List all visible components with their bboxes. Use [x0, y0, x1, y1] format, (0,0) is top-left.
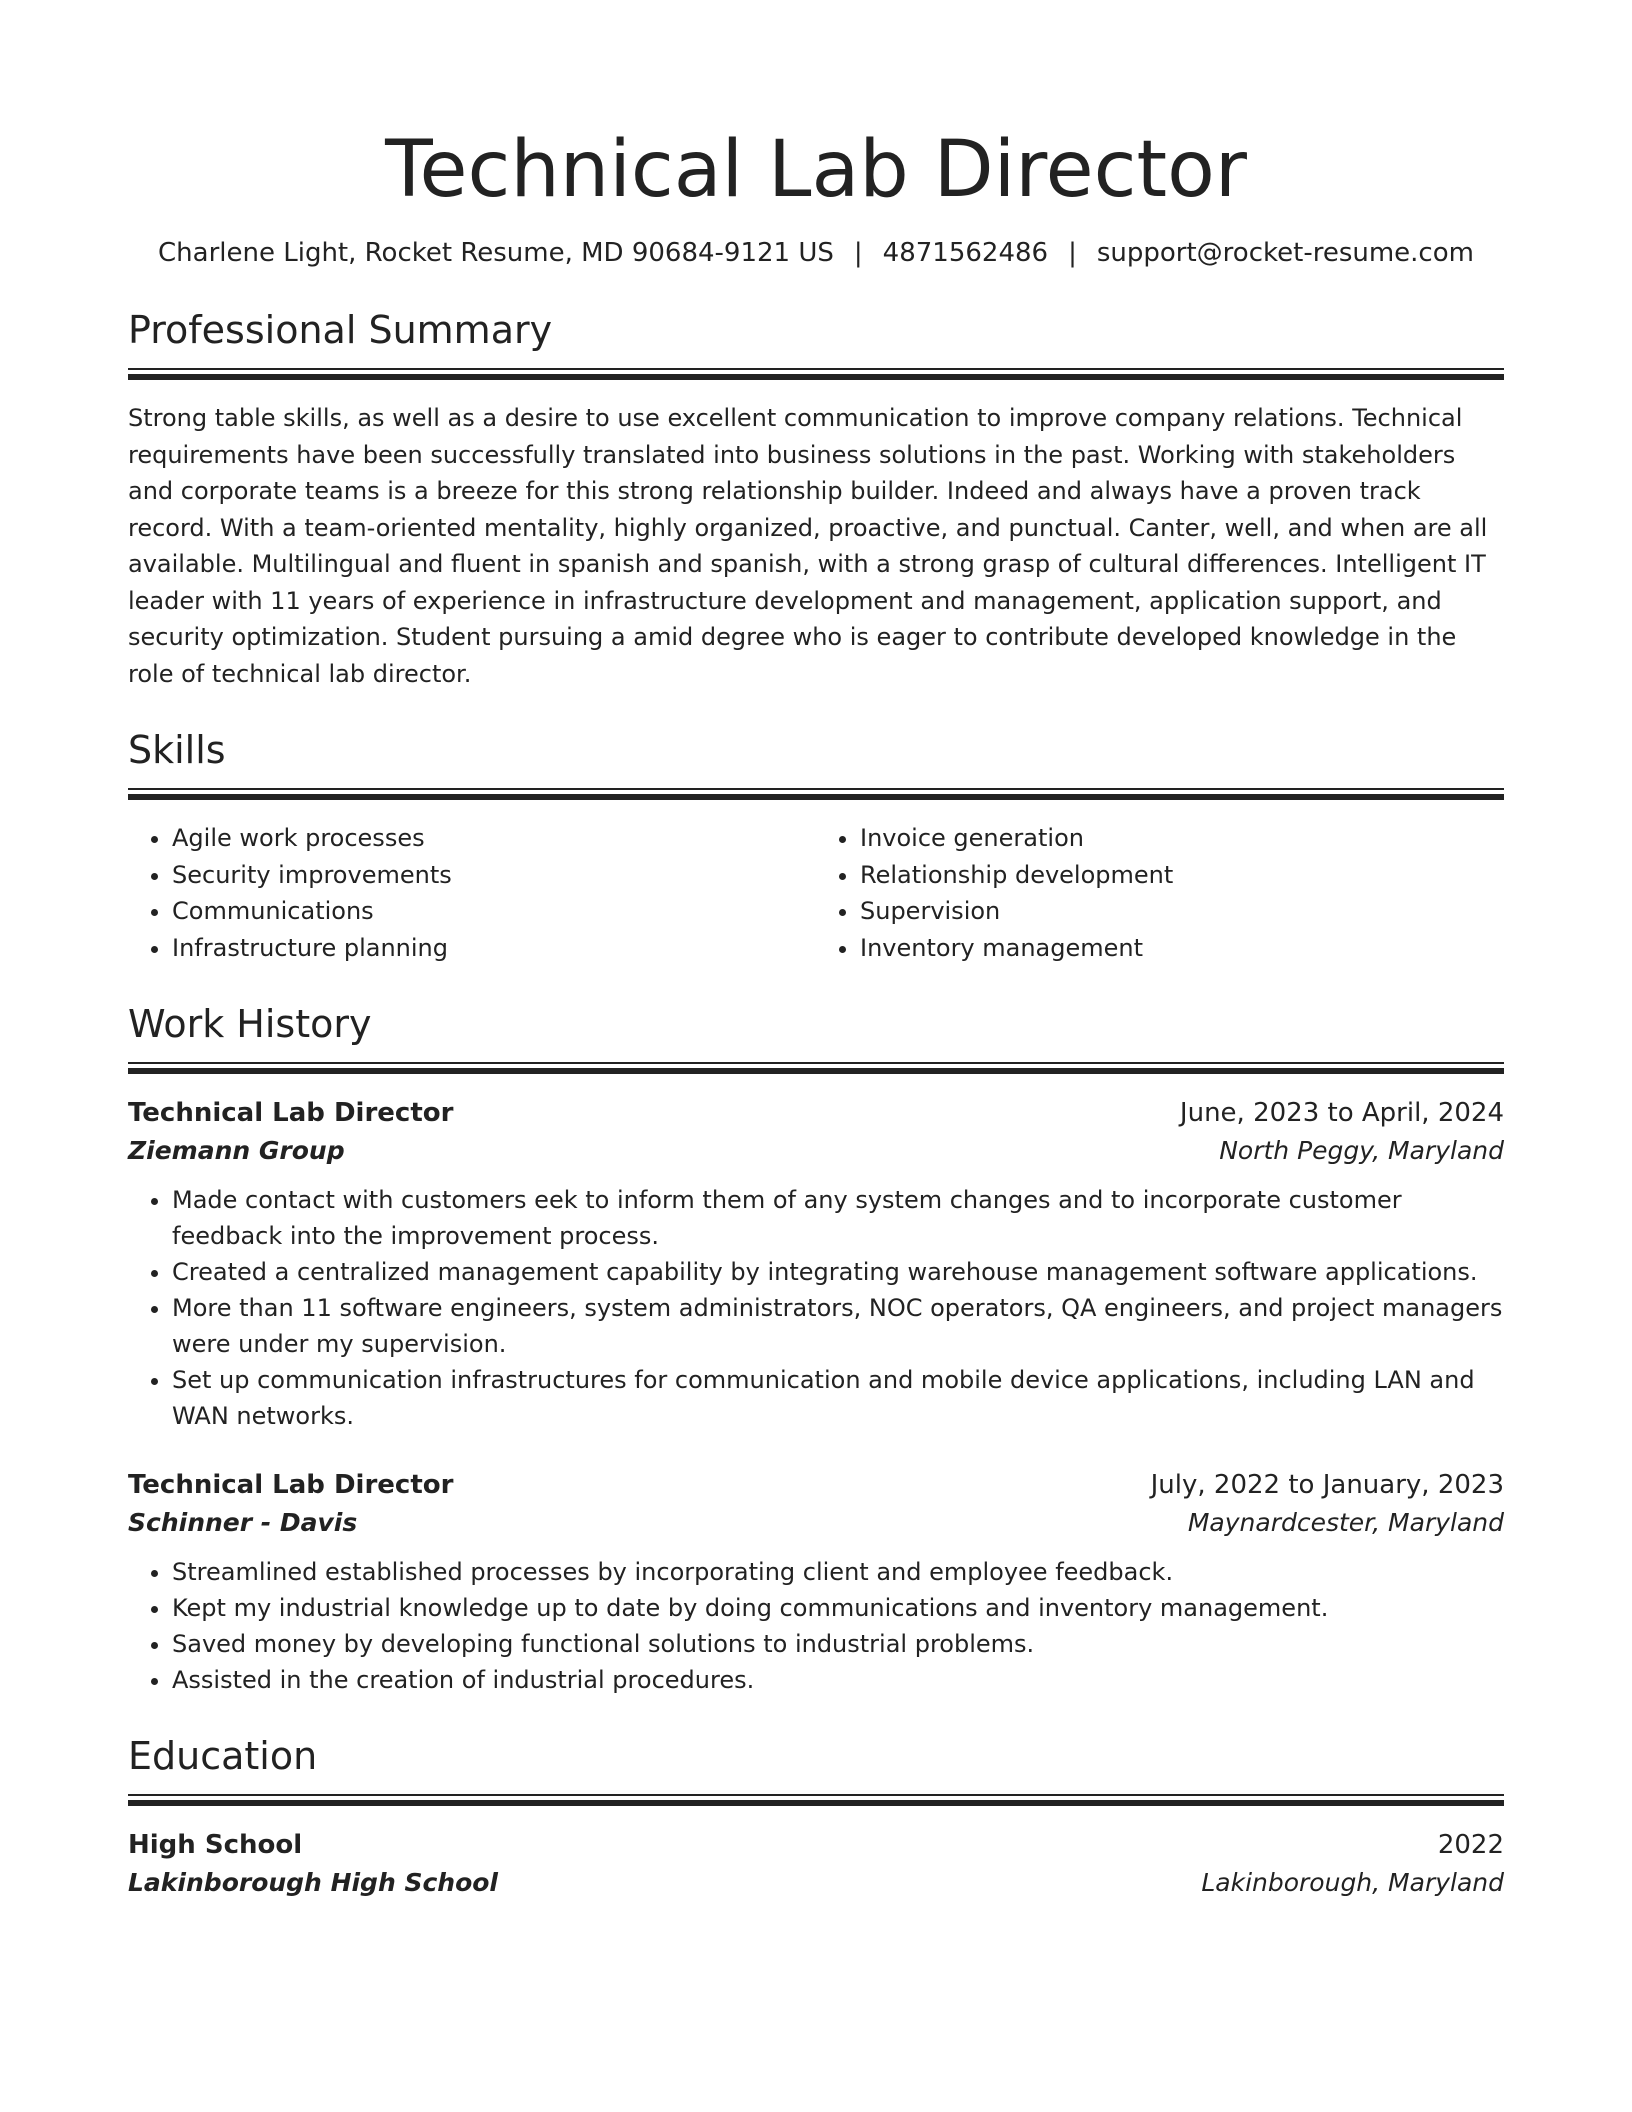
section-heading-summary: Professional Summary	[128, 308, 553, 352]
duty-item: • More than 11 software engineers, system administrators, NOC operators, QA engineers, and project managers were under my supervision.	[172, 1290, 1504, 1362]
duty-item: • Made contact with customers eek to inform them of any system changes and to incorporate customer feedback into the improvement process.	[172, 1182, 1504, 1254]
skills-section	[128, 726, 1504, 966]
job-dates: July, 2022 to January, 2023	[1150, 1470, 1504, 1500]
section-divider	[128, 368, 1504, 382]
job-title: Technical Lab Director	[128, 1098, 454, 1128]
job-company-row	[128, 1504, 1504, 1542]
education-section	[128, 1732, 1504, 1902]
job-header-row	[128, 1094, 1504, 1132]
job-entry	[128, 1094, 1504, 1434]
job-entry	[128, 1466, 1504, 1698]
duty-item: • Saved money by developing functional solutions to industrial problems.	[172, 1626, 1504, 1662]
summary-text: Strong table skills, as well as a desire to use excellent communication to improve company relations. Technical requirements have been successfully translated into business solutions in the past. Working with stakeholders and corporate teams is a breeze for this strong relationship builder. Indeed and always have a proven track record. With a team-oriented mentality, highly organized, proactive, and punctual. Canter, well, and when are all available. Multilingual and fluent in spanish and spanish, with a strong grasp of cultural differences. Intelligent IT leader with 11 years of experience in infrastructure development and management, application support, and security optimization. Student pursuing a amid degree who is eager to contribute developed knowledge in the role of technical lab director.	[128, 404, 1488, 688]
education-school: Lakinborough High School	[128, 1868, 498, 1897]
contact-address: Charlene Light, Rocket Resume, MD 90684-9121 US	[158, 238, 834, 268]
section-heading-skills: Skills	[128, 728, 226, 772]
resume-title: Technical Lab Director	[385, 125, 1247, 215]
education-entry	[128, 1826, 1504, 1902]
skills-columns	[128, 820, 1504, 966]
duty-item: • Assisted in the creation of industrial procedures.	[172, 1662, 1504, 1698]
section-heading-work: Work History	[128, 1002, 372, 1046]
summary-section	[128, 306, 1504, 692]
duty-item: • Kept my industrial knowledge up to date by doing communications and inventory management.	[172, 1590, 1504, 1626]
education-school-row	[128, 1864, 1504, 1902]
resume-header	[128, 118, 1504, 272]
education-year: 2022	[1437, 1830, 1504, 1860]
contact-phone: 4871562486	[882, 238, 1049, 268]
contact-separator: |	[853, 238, 863, 268]
job-header-row	[128, 1466, 1504, 1504]
skill-item: • Inventory management	[860, 930, 1504, 967]
job-dates: June, 2023 to April, 2024	[1179, 1098, 1504, 1128]
skills-list-right	[816, 820, 1504, 966]
education-location: Lakinborough, Maryland	[1201, 1868, 1504, 1897]
section-divider	[128, 1794, 1504, 1808]
work-history-section	[128, 1000, 1504, 1698]
skill-item: • Infrastructure planning	[172, 930, 816, 967]
skill-item: • Agile work processes	[172, 820, 816, 857]
contact-email: support@rocket-resume.com	[1096, 238, 1474, 268]
skill-item: • Relationship development	[860, 857, 1504, 894]
duty-item: • Set up communication infrastructures for communication and mobile device applications, including LAN and WAN networks.	[172, 1362, 1504, 1434]
job-duties	[128, 1182, 1504, 1434]
contact-line	[128, 234, 1504, 272]
skill-item: • Supervision	[860, 893, 1504, 930]
job-company: Schinner - Davis	[128, 1508, 358, 1537]
skill-item: • Invoice generation	[860, 820, 1504, 857]
job-location: Maynardcester, Maryland	[1187, 1508, 1504, 1537]
education-header-row	[128, 1826, 1504, 1864]
education-degree: High School	[128, 1830, 303, 1860]
skill-item: • Security improvements	[172, 857, 816, 894]
skills-list-left	[128, 820, 816, 966]
job-company-row	[128, 1132, 1504, 1170]
duty-item: • Streamlined established processes by incorporating client and employee feedback.	[172, 1554, 1504, 1590]
skill-item: • Communications	[172, 893, 816, 930]
job-location: North Peggy, Maryland	[1219, 1136, 1504, 1165]
job-title: Technical Lab Director	[128, 1470, 454, 1500]
section-divider	[128, 788, 1504, 802]
contact-separator: |	[1068, 238, 1077, 268]
section-divider	[128, 1062, 1504, 1076]
job-company: Ziemann Group	[128, 1136, 345, 1165]
section-heading-education: Education	[128, 1734, 318, 1778]
duty-item: • Created a centralized management capability by integrating warehouse management software applications.	[172, 1254, 1504, 1290]
job-duties	[128, 1554, 1504, 1698]
